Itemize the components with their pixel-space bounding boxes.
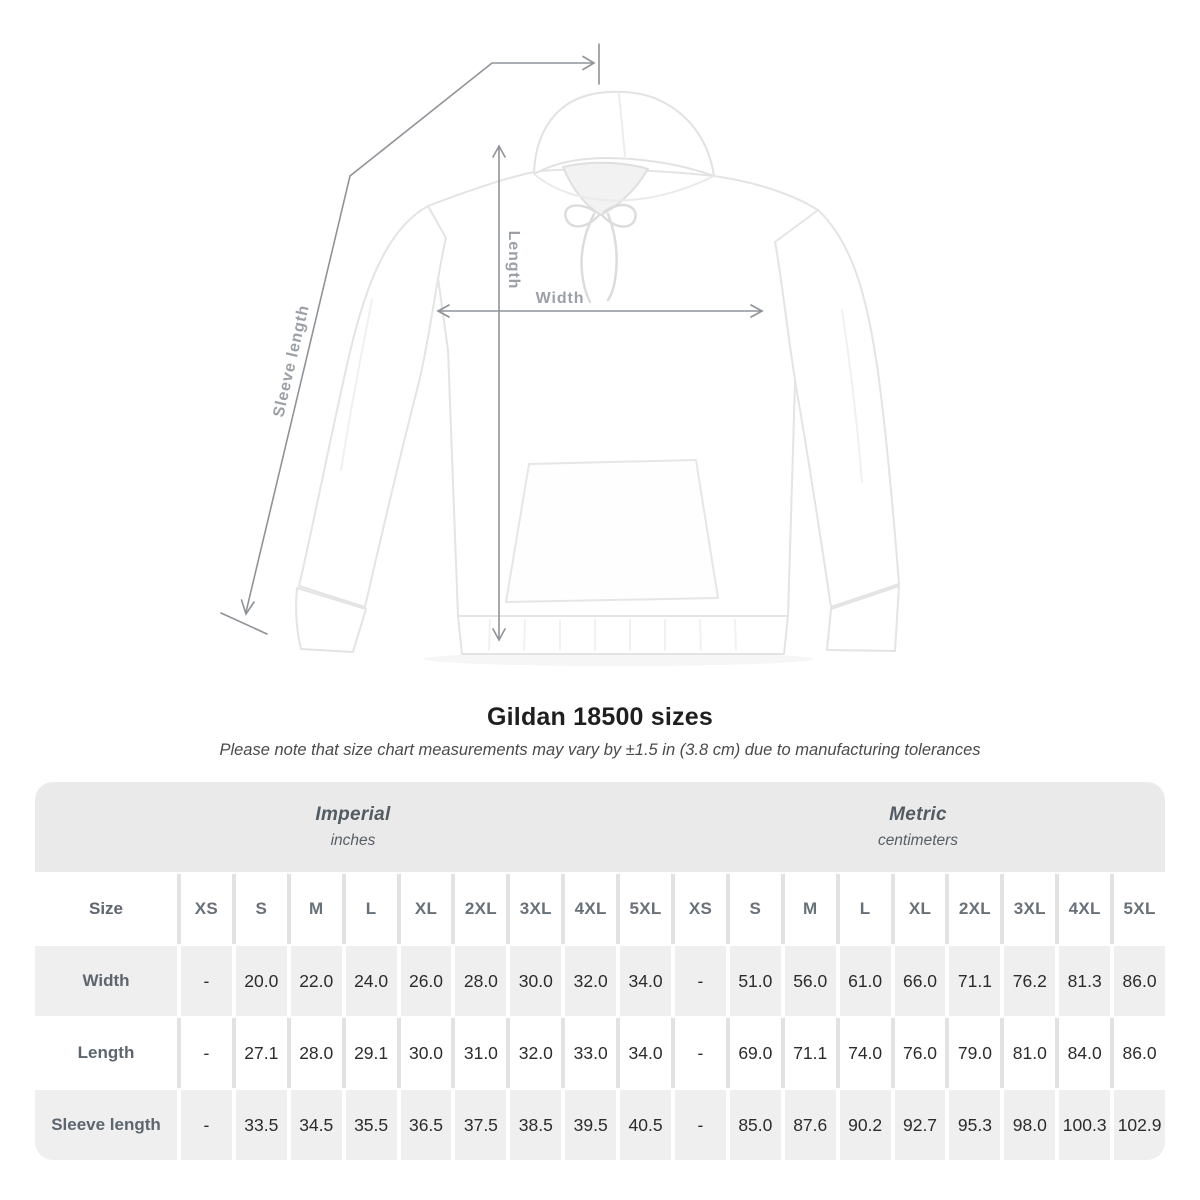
- size-col-metric-5xl: 5XL: [1114, 874, 1165, 944]
- size-corner-label: Size: [35, 874, 177, 944]
- size-col-metric-4xl: 4XL: [1059, 874, 1110, 944]
- cell-sleeve-length-imperial-3xl: 38.5: [510, 1090, 561, 1160]
- metric-header-name: Metric: [889, 804, 947, 825]
- metric-header: [671, 782, 1165, 872]
- cell-sleeve-length-imperial-xs: -: [181, 1090, 232, 1160]
- table-row-width: [35, 946, 1165, 1016]
- cell-sleeve-length-imperial-2xl: 37.5: [455, 1090, 506, 1160]
- cell-length-metric-5xl: 86.0: [1114, 1018, 1165, 1088]
- cell-width-imperial-l: 24.0: [346, 946, 397, 1016]
- cell-width-imperial-m: 22.0: [291, 946, 342, 1016]
- size-col-metric-xs: XS: [675, 874, 726, 944]
- cell-length-imperial-3xl: 32.0: [510, 1018, 561, 1088]
- size-col-imperial-xl: XL: [401, 874, 452, 944]
- cell-sleeve-length-metric-3xl: 98.0: [1004, 1090, 1055, 1160]
- cell-width-imperial-s: 20.0: [236, 946, 287, 1016]
- cell-sleeve-length-metric-s: 85.0: [730, 1090, 781, 1160]
- cell-sleeve-length-metric-xl: 92.7: [895, 1090, 946, 1160]
- tolerance-note: Please note that size chart measurements may vary by ±1.5 in (3.8 cm) due to manufacturing tolerances: [219, 741, 981, 759]
- row-label-width: Width: [35, 946, 177, 1016]
- cell-width-imperial-xs: -: [181, 946, 232, 1016]
- size-col-imperial-s: S: [236, 874, 287, 944]
- cell-sleeve-length-metric-m: 87.6: [785, 1090, 836, 1160]
- cell-width-imperial-4xl: 32.0: [565, 946, 616, 1016]
- cuff-reference-tick: [221, 613, 267, 634]
- size-header-row: [35, 874, 1165, 944]
- cell-width-metric-2xl: 71.1: [949, 946, 1000, 1016]
- cell-length-metric-2xl: 79.0: [949, 1018, 1000, 1088]
- size-col-metric-xl: XL: [895, 874, 946, 944]
- cell-length-metric-4xl: 84.0: [1059, 1018, 1110, 1088]
- unit-header-band: [35, 782, 1165, 872]
- imperial-header-name: Imperial: [315, 804, 391, 825]
- cell-length-imperial-l: 29.1: [346, 1018, 397, 1088]
- cell-length-metric-s: 69.0: [730, 1018, 781, 1088]
- cell-width-imperial-xl: 26.0: [401, 946, 452, 1016]
- sleeve-length-label: Sleeve length: [270, 303, 313, 419]
- size-col-metric-3xl: 3XL: [1004, 874, 1055, 944]
- length-label: Length: [505, 230, 522, 290]
- cell-sleeve-length-metric-2xl: 95.3: [949, 1090, 1000, 1160]
- cell-length-imperial-2xl: 31.0: [455, 1018, 506, 1088]
- cell-length-metric-l: 74.0: [840, 1018, 891, 1088]
- cell-sleeve-length-imperial-l: 35.5: [346, 1090, 397, 1160]
- cell-sleeve-length-metric-xs: -: [675, 1090, 726, 1160]
- cell-sleeve-length-imperial-5xl: 40.5: [620, 1090, 671, 1160]
- cell-width-imperial-2xl: 28.0: [455, 946, 506, 1016]
- pocket-path: [506, 460, 718, 602]
- cell-sleeve-length-imperial-m: 34.5: [291, 1090, 342, 1160]
- cell-sleeve-length-imperial-xl: 36.5: [401, 1090, 452, 1160]
- imperial-header-unit: inches: [330, 832, 376, 849]
- size-col-imperial-5xl: 5XL: [620, 874, 671, 944]
- table-row-sleeve-length: [35, 1090, 1165, 1160]
- size-table: [35, 782, 1165, 1160]
- cell-sleeve-length-metric-4xl: 100.3: [1059, 1090, 1110, 1160]
- page-title: Gildan 18500 sizes: [487, 703, 713, 731]
- cell-length-imperial-s: 27.1: [236, 1018, 287, 1088]
- cell-sleeve-length-metric-5xl: 102.9: [1114, 1090, 1165, 1160]
- row-label-length: Length: [35, 1018, 177, 1088]
- cell-width-metric-m: 56.0: [785, 946, 836, 1016]
- table-row-length: [35, 1018, 1165, 1088]
- cell-width-metric-4xl: 81.3: [1059, 946, 1110, 1016]
- cell-sleeve-length-metric-l: 90.2: [840, 1090, 891, 1160]
- imperial-header: [35, 782, 671, 872]
- cell-width-metric-s: 51.0: [730, 946, 781, 1016]
- width-label: Width: [535, 290, 585, 307]
- cell-length-imperial-m: 28.0: [291, 1018, 342, 1088]
- cell-length-imperial-4xl: 33.0: [565, 1018, 616, 1088]
- cell-length-metric-xs: -: [675, 1018, 726, 1088]
- cell-length-imperial-xl: 30.0: [401, 1018, 452, 1088]
- cell-width-metric-xs: -: [675, 946, 726, 1016]
- size-col-imperial-2xl: 2XL: [455, 874, 506, 944]
- size-col-metric-2xl: 2XL: [949, 874, 1000, 944]
- size-col-imperial-xs: XS: [181, 874, 232, 944]
- cell-sleeve-length-imperial-4xl: 39.5: [565, 1090, 616, 1160]
- size-col-metric-l: L: [840, 874, 891, 944]
- cell-length-metric-m: 71.1: [785, 1018, 836, 1088]
- size-col-imperial-m: M: [291, 874, 342, 944]
- cell-width-imperial-3xl: 30.0: [510, 946, 561, 1016]
- hem-band-path: [458, 616, 788, 654]
- cell-width-metric-3xl: 76.2: [1004, 946, 1055, 1016]
- cell-length-metric-3xl: 81.0: [1004, 1018, 1055, 1088]
- metric-header-unit: centimeters: [877, 832, 959, 849]
- cell-width-metric-xl: 66.0: [895, 946, 946, 1016]
- cell-length-imperial-xs: -: [181, 1018, 232, 1088]
- cell-width-metric-l: 61.0: [840, 946, 891, 1016]
- cell-width-imperial-5xl: 34.0: [620, 946, 671, 1016]
- cell-length-imperial-5xl: 34.0: [620, 1018, 671, 1088]
- cell-length-metric-xl: 76.0: [895, 1018, 946, 1088]
- size-col-metric-s: S: [730, 874, 781, 944]
- cell-sleeve-length-imperial-s: 33.5: [236, 1090, 287, 1160]
- size-col-metric-m: M: [785, 874, 836, 944]
- size-col-imperial-4xl: 4XL: [565, 874, 616, 944]
- hoodie-illustration: [296, 92, 899, 666]
- size-col-imperial-3xl: 3XL: [510, 874, 561, 944]
- row-label-sleeve-length: Sleeve length: [35, 1090, 177, 1160]
- size-col-imperial-l: L: [346, 874, 397, 944]
- cell-width-metric-5xl: 86.0: [1114, 946, 1165, 1016]
- left-sleeve-path: [299, 206, 446, 607]
